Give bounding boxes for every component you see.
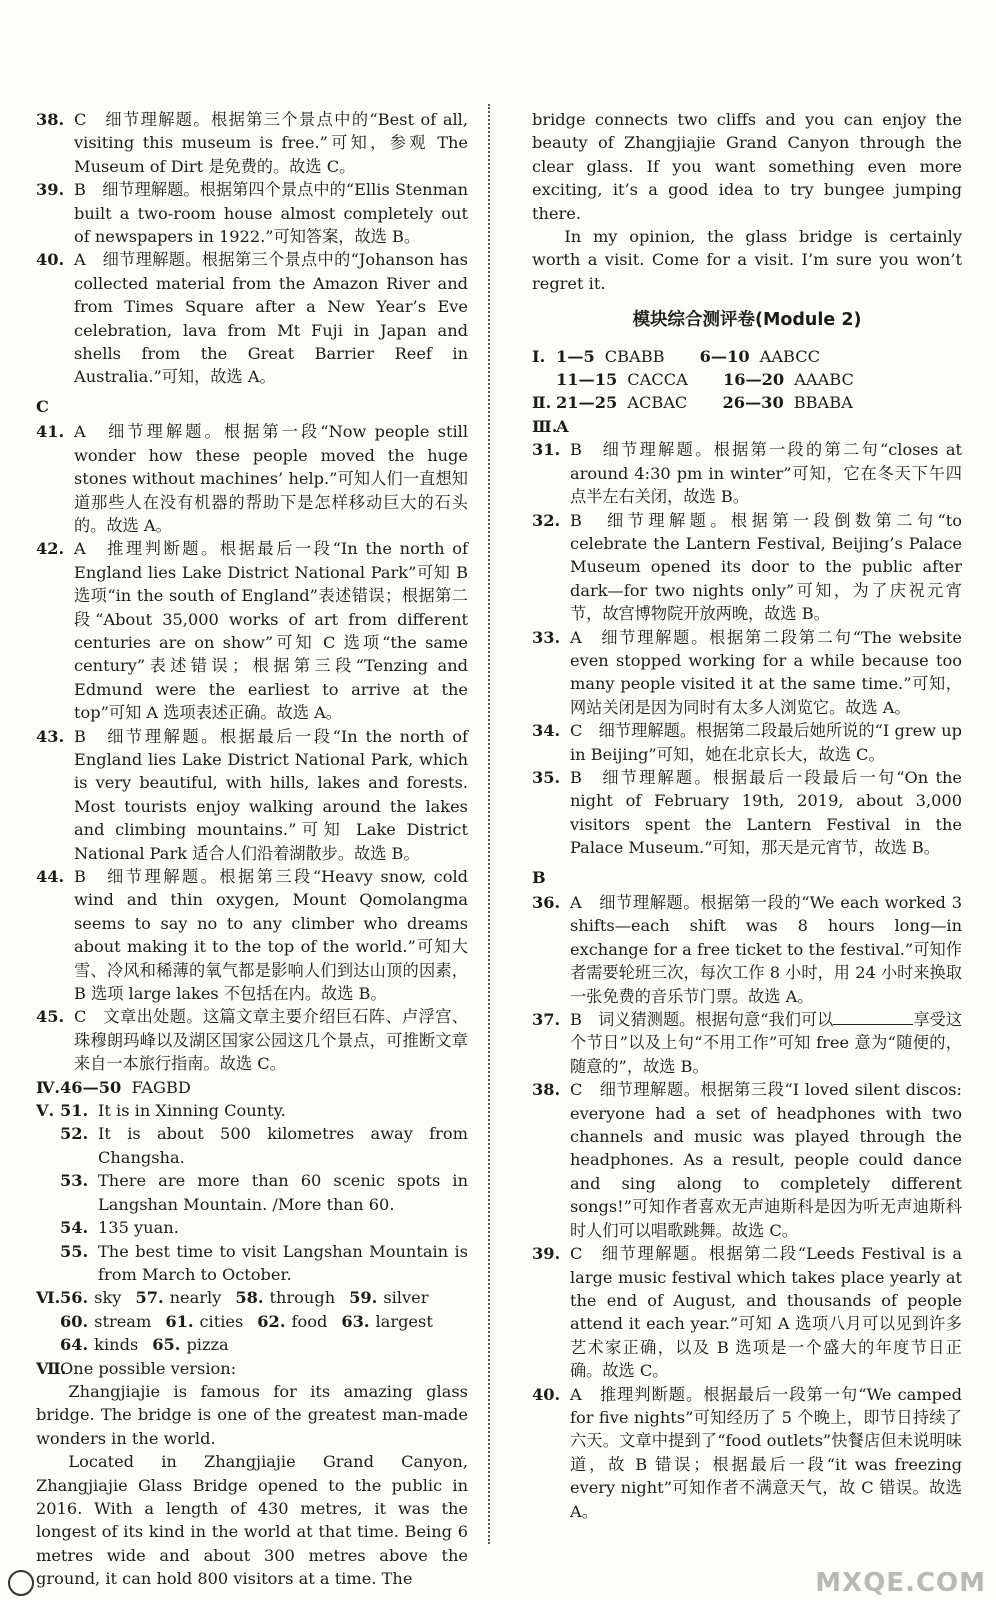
word-cell: 63. largest xyxy=(341,1311,433,1331)
answer-item xyxy=(36,1005,468,1075)
answer-number: 53. xyxy=(60,1171,89,1191)
answer-text: C 细节理解题。根据第三段“I loved silent discos: everyone had a set of headphones with two channels and music was played through the headphones. As a result, people could dance and sing along to completely different songs!”可知作者喜欢无声迪斯科是因为听无声迪斯科时人们可以唱歌跳舞。故选 C。 xyxy=(570,1080,962,1240)
part-7 xyxy=(36,1357,468,1380)
part-1 xyxy=(532,345,962,392)
answer-text: A 细节理解题。根据第三个景点中的“Johanson has collected material from the Amazon River and from Times Square after a New Year’s Eve celebration, lava from Mt Fuji in Japan and shells from the Great Barrier Reef in Australia.”可知，故选 A。 xyxy=(74,250,468,387)
answer-text: B 细节理解题。根据第四个景点中的“Ellis Stenman built a two-room house almost completely out of newspapers in 1922.”可知答案，故选 B。 xyxy=(74,180,468,247)
answer-pair: 21—25 ACBAC xyxy=(556,393,688,413)
answer-item xyxy=(532,1078,962,1242)
answer-number: 31. xyxy=(532,440,561,460)
column-divider xyxy=(488,104,490,1544)
answer-item xyxy=(532,509,962,626)
word-row xyxy=(60,1333,468,1356)
right-column xyxy=(532,108,962,1523)
answer-text: A 推理判断题。根据最后一段第一句“We camped for five nights”可知经历了 5 个晚上，即节日持续了六天。文章中提到了“food outlets”快餐店但未说明味道，故 B 错误；根据最后一段“it was freezing every night”可知作者不满意天气，故 C 错误。故选 A。 xyxy=(570,1384,962,1521)
answer-number: 40. xyxy=(532,1384,561,1404)
roman-numeral: Ⅲ. xyxy=(532,416,558,436)
answer-item xyxy=(532,891,962,1008)
answer-number: 44. xyxy=(36,867,65,886)
essay-paragraph: Zhangjiajie is famous for its amazing glass bridge. The bridge is one of the greatest man-made wonders in the world. xyxy=(36,1381,468,1448)
roman-numeral: Ⅵ. xyxy=(36,1288,61,1308)
essay-continuation: bridge connects two cliffs and you can enjoy the beauty of Zhangjiajie Grand Canyon through the clear glass. If you want something even more exciting, it’s a good idea to try bungee jumping there. xyxy=(532,110,962,223)
word-cell: 59. silver xyxy=(349,1288,429,1308)
answer-number: 41. xyxy=(36,422,65,442)
section-title: 模块综合测评卷(Module 2) xyxy=(632,310,862,331)
answer-item xyxy=(36,420,468,537)
answer-text: A 细节理解题。根据第二段第二句“The website even stopped working for a while because too many people visited it at the same time.”可知，网站关闭是因为同时有太多人浏览它。故选 A。 xyxy=(570,627,962,717)
answer-number: 34. xyxy=(532,721,561,741)
word-cell: 62. food xyxy=(257,1311,328,1331)
answer-number: 55. xyxy=(60,1241,89,1261)
word-cell: 64. kinds xyxy=(60,1335,139,1355)
answer-item xyxy=(36,248,468,388)
answer-text: C 文章出处题。这篇文章主要介绍巨石阵、卢浮宫、珠穆朗玛峰以及湖区国家公园这几个景点，可推断文章来自一本旅行指南。故选 C。 xyxy=(74,1007,468,1074)
answer-text: B 细节理解题。根据最后一段“In the north of England lies Lake District National Park, which is very beautiful, with hills, lakes and forests. Most tourists enjoy walking around the lakes and climbing mountains.”可知 Lake District National Park 适合人们沿着湖散步。故选 B。 xyxy=(74,726,468,863)
answer-item xyxy=(532,1242,962,1382)
answer-number: 39. xyxy=(36,180,65,200)
answer-text: A 推理判断题。根据最后一段“In the north of England lies Lake District National Park”可知 B 选项“in the south of England”表述错误；根据第二段“About 35,000 works of art from different centuries are on show”可知 C 选项“the same century”表述错误；根据第三段“Tenzing and Edmund were the earliest to arrive at the top”可知 A 选项表述正确。故选 A。 xyxy=(74,539,468,723)
essay-intro: One possible version: xyxy=(60,1358,237,1378)
answer-text: C 细节理解题。根据第二段最后她所说的“I grew up in Beijing”可知，她在北京长大，故选 C。 xyxy=(570,721,962,764)
part-3 xyxy=(532,415,962,438)
word-cell: 65. pizza xyxy=(152,1335,229,1355)
essay-paragraph: Located in Zhangjiajie Grand Canyon, Zhangjiajie Glass Bridge opened to the public in 2016. With a length of 430 metres, it was the longest of its kind in the world at that time. Being 6 metres wide and about 300 metres above the ground, it can hold 800 visitors at a time. The xyxy=(36,1452,468,1589)
answer-item xyxy=(60,1169,468,1216)
answer-text: B 细节理解题。根据第一段倒数第二句“to celebrate the Lantern Festival, Beijing’s Palace Museum opened its door to the public after dark—for two nights only”可知，为了庆祝元宵节，故宫博物院开放两晚，故选 B。 xyxy=(570,510,962,624)
word-cell: 56. sky xyxy=(60,1288,122,1308)
answer-number: 36. xyxy=(532,893,561,912)
essay-paragraph: In my opinion, the glass bridge is certainly worth a visit. Come for a visit. I’m sure you won’t regret it. xyxy=(532,227,962,293)
answer-item xyxy=(60,1240,468,1287)
answers-31-35 xyxy=(532,438,962,859)
answer-letters: FAGBD xyxy=(131,1077,191,1097)
answer-text: There are more than 60 scenic spots in Langshan Mountain. /More than 60. xyxy=(98,1171,468,1214)
answer-text: It is in Xinning County. xyxy=(98,1101,286,1121)
fill-blank xyxy=(833,1010,913,1025)
answer-pair: 11—15 CACCA xyxy=(556,370,688,390)
answers-38-40 xyxy=(36,108,468,389)
roman-numeral: Ⅴ. xyxy=(36,1101,55,1121)
word-cell: 57. nearly xyxy=(135,1288,222,1308)
watermark-logo: MXQE.COM xyxy=(815,1568,986,1598)
answer-item xyxy=(36,865,468,1005)
answer-pair: 26—30 BBABA xyxy=(722,393,853,413)
answer-text: 享受这个节日”以及上句“不用工作”可知 free 意为“随便的，随意的”，故选 B。 xyxy=(570,1010,963,1076)
answer-pair: 1—5 CBABB xyxy=(556,346,665,366)
answer-item xyxy=(532,626,962,720)
section-label-b: B xyxy=(532,867,546,887)
answers-41-45 xyxy=(36,420,468,1075)
answer-text: B 词义猜测题。根据句意“我们可以 xyxy=(570,1010,834,1030)
answer-number: 43. xyxy=(36,726,65,746)
page-footer xyxy=(0,1564,996,1600)
word-cell: 61. cities xyxy=(165,1311,244,1331)
answer-number: 42. xyxy=(36,539,65,559)
answer-number: 45. xyxy=(36,1007,65,1027)
word-cell: 58. through xyxy=(235,1288,336,1308)
word-row xyxy=(60,1310,468,1333)
answer-number: 38. xyxy=(36,110,65,129)
answer-item xyxy=(532,438,962,508)
answer-number: 39. xyxy=(532,1244,561,1264)
answer-number: 33. xyxy=(532,627,561,647)
answer-item xyxy=(60,1099,468,1122)
answer-number: 35. xyxy=(532,767,561,787)
part-2 xyxy=(532,391,962,414)
answer-text: 135 yuan. xyxy=(98,1218,179,1238)
part-6 xyxy=(36,1286,468,1356)
answer-text: A 细节理解题。根据第一段“Now people still wonder how these people moved the huge stones without machines’ help.”可知人们一直想知道那些人在没有机器的帮助下是怎样移动巨大的石头的。故选 A。 xyxy=(74,422,468,535)
roman-numeral: Ⅱ. xyxy=(532,393,552,413)
answer-number: 51. xyxy=(60,1101,89,1121)
section-label-a: A xyxy=(556,416,569,436)
roman-numeral: Ⅳ. xyxy=(36,1077,61,1097)
answer-text: C 细节理解题。根据第二段“Leeds Festival is a large music festival which takes place yearly at the end of August, and thousands of people attend it each year.”可知 A 选项八月可以见到许多艺术家正确，以及 B 选项是一个盛大的年度节日正确。故选 C。 xyxy=(570,1244,962,1381)
answer-number: 38. xyxy=(532,1080,561,1100)
part-4 xyxy=(36,1076,468,1099)
left-column xyxy=(36,108,468,1591)
answer-item xyxy=(532,766,962,860)
answer-text: B 细节理解题。根据第一段的第二句“closes at around 4:30 pm in winter”可知，它在冬天下午四点半左右关闭，故选 B。 xyxy=(570,440,962,507)
answer-text: C 细节理解题。根据第三个景点中的“Best of all, visiting this museum is free.”可知，参观 The Museum of Dirt 是免费的。故选 C。 xyxy=(74,110,468,176)
answer-text: B 细节理解题。根据第三段“Heavy snow, cold wind and thin oxygen, Mount Qomolangma seems to say no to any climber who dreams about making it to the top of the world.”可知大雪、冷风和稀薄的氧气都是影响人们到达山顶的因素，B 选项 large lakes 不包括在内。故选 B。 xyxy=(74,867,468,1004)
answer-number: 40. xyxy=(36,250,65,270)
answer-text: B 细节理解题。根据最后一段最后一句“On the night of February 19th, 2019, about 3,000 visitors spent the Lantern Festival in the Palace Museum.”可知，那天是元宵节，故选 B。 xyxy=(570,767,962,858)
answer-number: 37. xyxy=(532,1010,561,1030)
page-number-circle xyxy=(8,1570,34,1596)
part-5 xyxy=(36,1099,468,1286)
roman-numeral: Ⅶ. xyxy=(36,1358,67,1378)
answer-text: It is about 500 kilometres away from Changsha. xyxy=(98,1124,468,1167)
answer-item xyxy=(36,108,468,178)
roman-numeral: Ⅰ. xyxy=(532,346,546,366)
answer-text: A 细节理解题。根据第一段的“We each worked 3 shifts—each shift was 8 hours long—in exchange for a free ticket to the festival.”可知作者需要轮班三次，每次工作 8 小时，用 24 小时来换取一张免费的音乐节门票。故选 A。 xyxy=(570,893,962,1006)
answer-item xyxy=(532,1383,962,1523)
answer-number: 52. xyxy=(60,1124,89,1144)
answer-item xyxy=(36,178,468,248)
answer-text: The best time to visit Langshan Mountain is from March to October. xyxy=(98,1241,468,1284)
answer-number: 54. xyxy=(60,1218,89,1238)
answer-pair: 16—20 AAABC xyxy=(722,370,854,390)
answer-item xyxy=(36,537,468,724)
word-cell: 60. stream xyxy=(60,1311,152,1331)
answer-item xyxy=(60,1122,468,1169)
answer-range: 46—50 xyxy=(60,1077,122,1097)
answer-item xyxy=(532,1008,962,1078)
answer-item xyxy=(532,719,962,766)
answer-pair: 6—10 AABCC xyxy=(699,346,820,366)
word-row xyxy=(60,1286,468,1309)
answer-item xyxy=(60,1216,468,1239)
answer-item xyxy=(36,725,468,865)
section-label-c: C xyxy=(36,396,49,416)
answer-number: 32. xyxy=(532,510,561,530)
